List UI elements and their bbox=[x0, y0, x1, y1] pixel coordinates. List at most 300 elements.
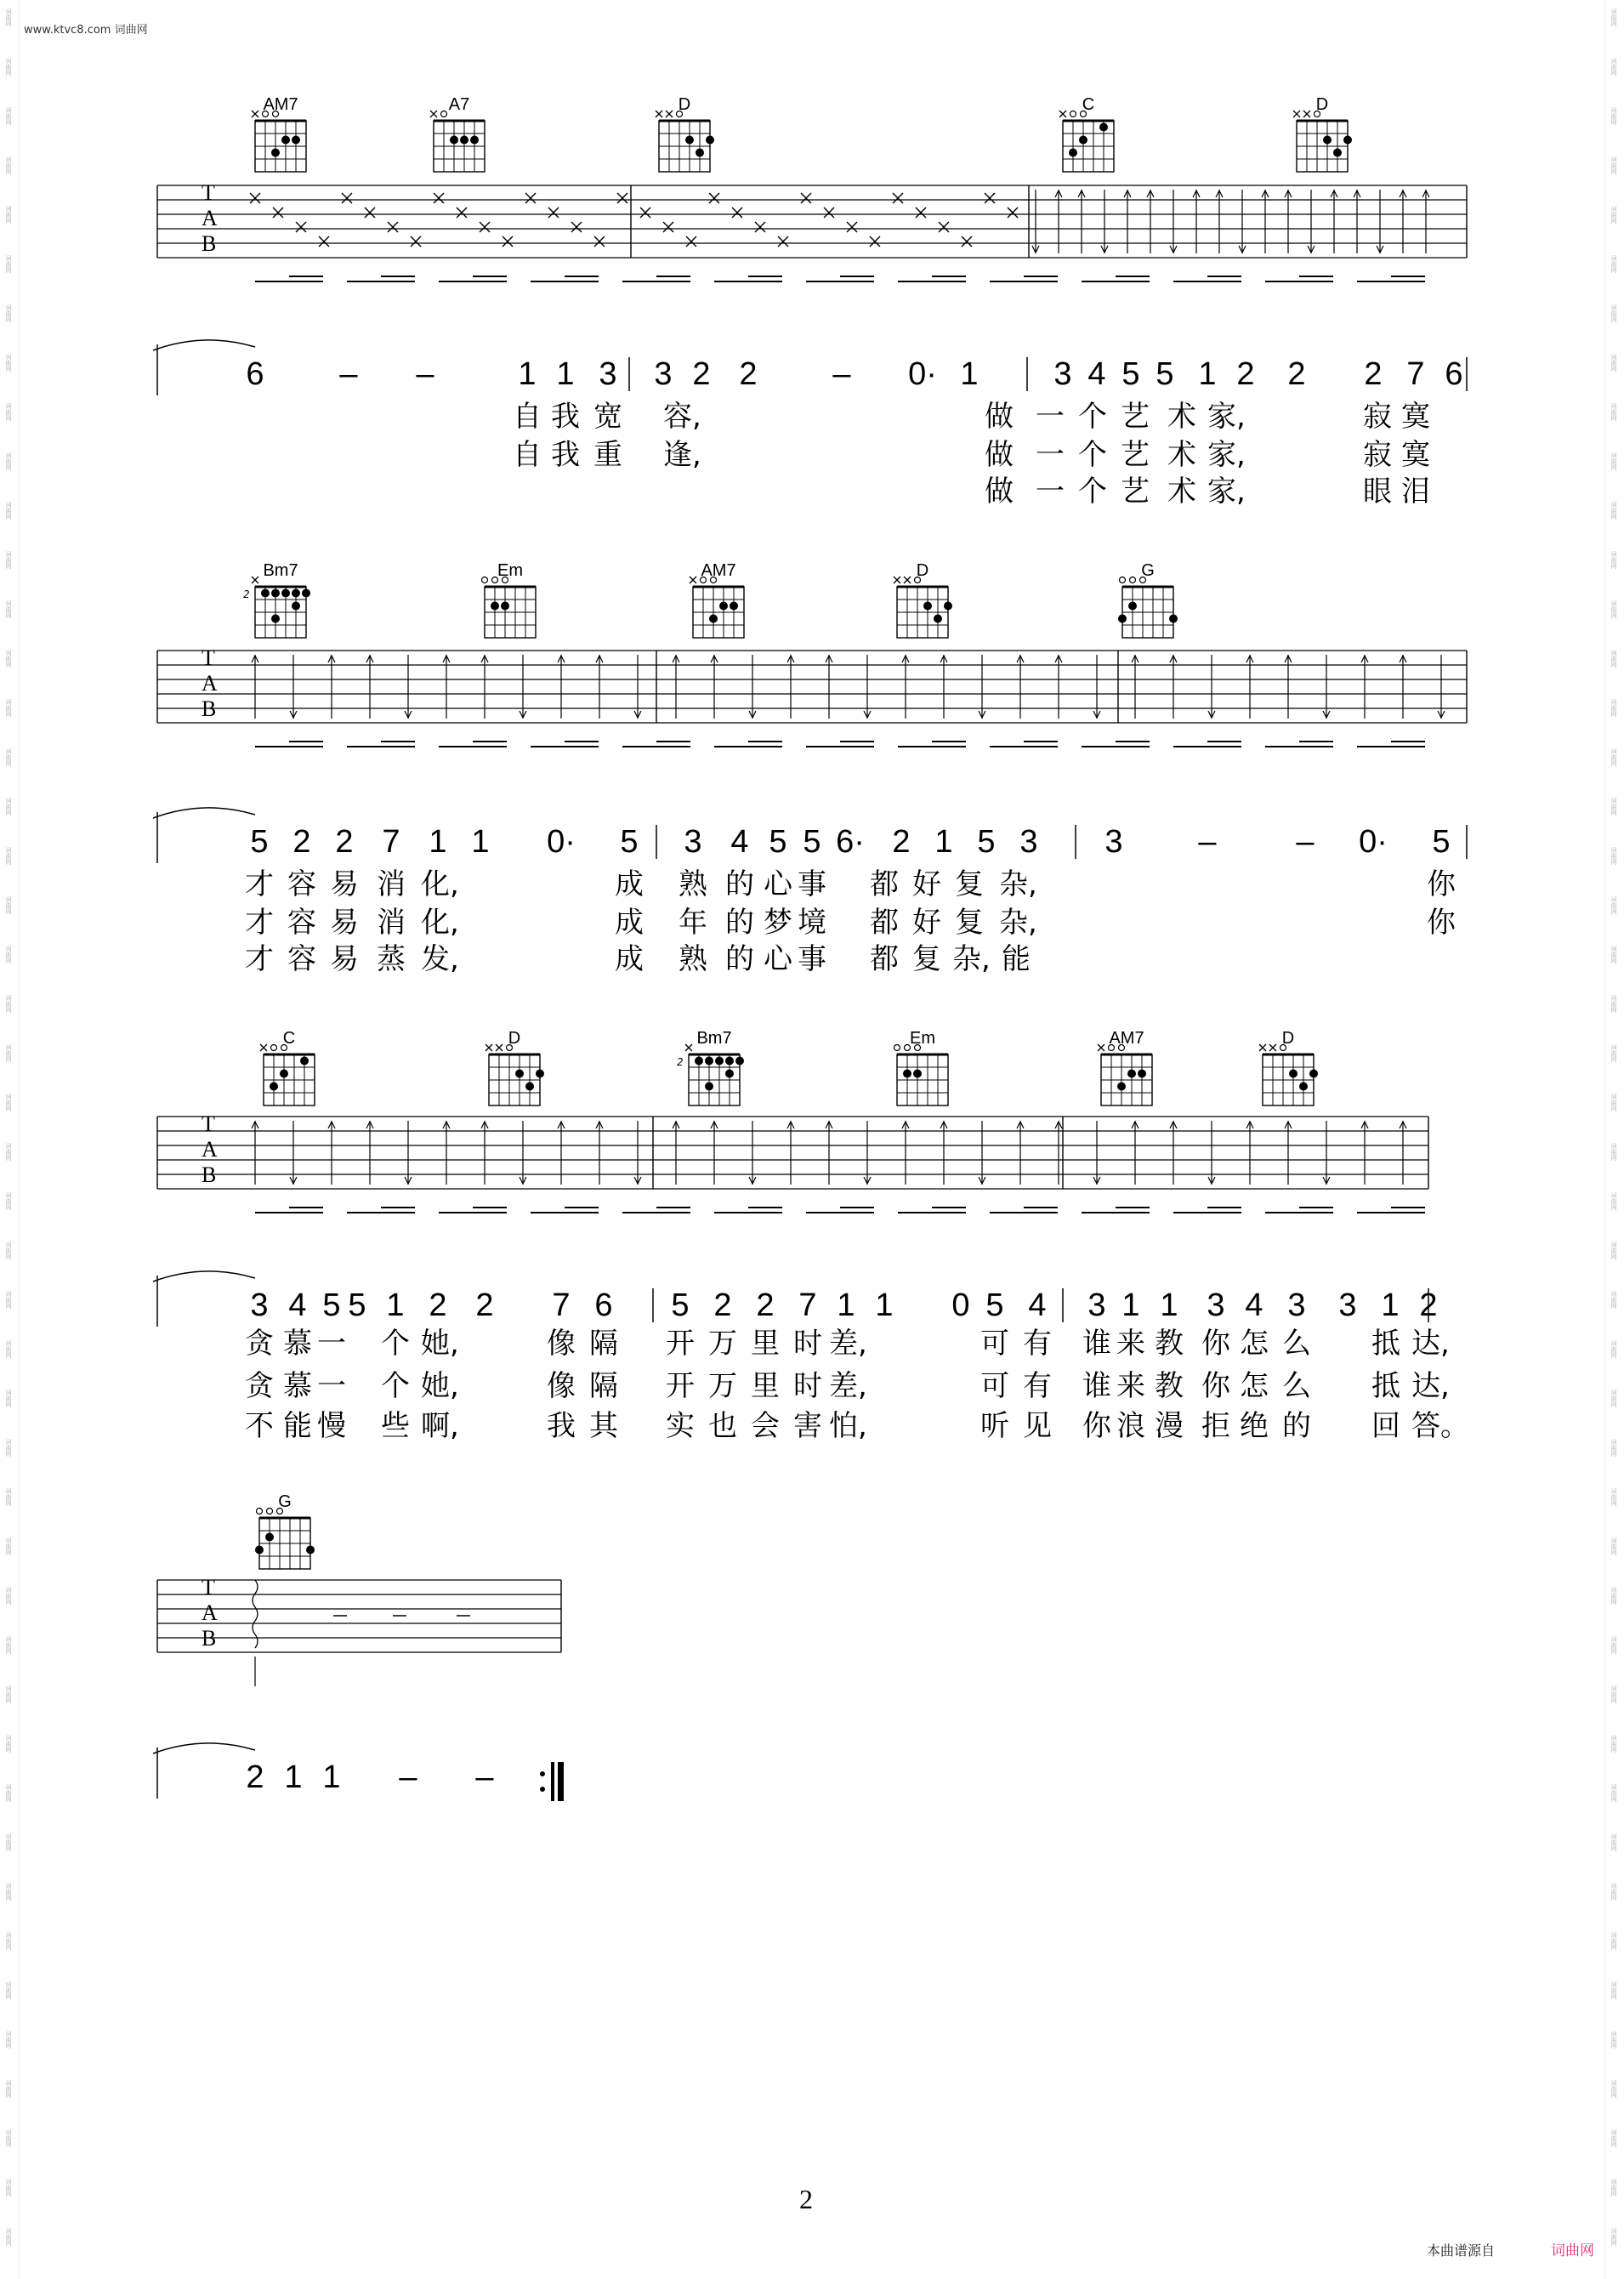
site-header: www.ktvc8.com 词曲网 bbox=[24, 24, 148, 37]
tab-clef-letter: A bbox=[202, 671, 218, 696]
chord-finger-dot bbox=[1128, 602, 1137, 611]
lyric-character: 梦 bbox=[764, 906, 792, 940]
lyric-character: 的 bbox=[725, 942, 754, 976]
side-watermark-text: 词曲网 bbox=[1610, 699, 1617, 717]
side-watermark-text: 词曲网 bbox=[5, 1192, 12, 1210]
jianpu-note: 1 bbox=[471, 824, 490, 860]
chord-finger-dot bbox=[280, 1070, 288, 1078]
jianpu-note: 1 bbox=[837, 1287, 855, 1323]
chord-name: Em bbox=[910, 1029, 935, 1048]
lyric-character: 拒 bbox=[1201, 1409, 1230, 1443]
chord-finger-dot bbox=[705, 1057, 713, 1066]
tab-clef-letter: A bbox=[202, 1137, 218, 1162]
chord-name: D bbox=[1281, 1029, 1295, 1048]
final-barline-thick bbox=[558, 1762, 564, 1801]
jianpu-note: 3 bbox=[1104, 824, 1123, 860]
jianpu-note: 1 bbox=[556, 356, 575, 392]
repeat-dot bbox=[540, 1787, 545, 1792]
jianpu-note: – bbox=[399, 1759, 417, 1795]
chord-name: Bm7 bbox=[696, 1029, 732, 1048]
side-watermark-text: 词曲网 bbox=[5, 1488, 12, 1506]
lyric-character: 家, bbox=[1207, 438, 1246, 472]
lyric-character: 心 bbox=[764, 942, 792, 976]
lyric-character: 差, bbox=[829, 1327, 867, 1361]
side-watermark-text: 词曲网 bbox=[1610, 847, 1617, 865]
lyric-character: 境 bbox=[798, 906, 826, 940]
side-watermark-text: 词曲网 bbox=[5, 946, 12, 963]
lyric-character: 达, bbox=[1411, 1327, 1450, 1361]
side-watermark-text: 词曲网 bbox=[5, 1735, 12, 1753]
side-watermark-text: 词曲网 bbox=[5, 995, 12, 1013]
lyric-character: 来 bbox=[1116, 1369, 1145, 1403]
jianpu-note: 1 bbox=[1198, 356, 1217, 392]
side-watermark-text: 词曲网 bbox=[1610, 896, 1617, 914]
lyric-character: 宽 bbox=[593, 400, 622, 434]
chord-finger-dot bbox=[450, 136, 458, 145]
jianpu-note: 1 bbox=[934, 824, 953, 860]
lyric-character: 泪 bbox=[1401, 475, 1430, 509]
lyric-character: 漫 bbox=[1155, 1409, 1184, 1443]
side-watermark-text: 词曲网 bbox=[5, 600, 12, 618]
side-watermark-text: 词曲网 bbox=[1610, 58, 1617, 76]
side-watermark-text: 词曲网 bbox=[1610, 1044, 1617, 1062]
chord-finger-dot bbox=[1099, 123, 1108, 132]
side-watermark-text: 词曲网 bbox=[1610, 2031, 1617, 2049]
jianpu-note: 2 bbox=[1236, 356, 1255, 392]
side-watermark-text: 词曲网 bbox=[1610, 1488, 1617, 1506]
jianpu-note: 2 bbox=[1287, 356, 1306, 392]
side-watermark-text: 词曲网 bbox=[5, 9, 12, 26]
jianpu-note: 1 bbox=[1121, 1287, 1140, 1323]
chord-finger-dot bbox=[536, 1070, 544, 1078]
side-watermark-text: 词曲网 bbox=[5, 502, 12, 520]
lyric-character: 像 bbox=[547, 1369, 576, 1403]
footer-brand: 词曲网 bbox=[1551, 2242, 1594, 2259]
lyric-character: 化, bbox=[421, 906, 459, 940]
lyric-character: 浪 bbox=[1116, 1409, 1145, 1443]
lyric-character: 万 bbox=[708, 1327, 737, 1361]
jianpu-note: 2 bbox=[1419, 1287, 1438, 1323]
lyric-character: 个 bbox=[381, 1327, 410, 1361]
lyric-character: 慕 bbox=[283, 1369, 312, 1403]
side-watermark-text: 词曲网 bbox=[1610, 304, 1617, 322]
jianpu-note: 5 bbox=[977, 824, 996, 860]
side-watermark-text: 词曲网 bbox=[5, 1784, 12, 1802]
chord-name: D bbox=[1315, 95, 1329, 114]
jianpu-note: 3 bbox=[1207, 1287, 1225, 1323]
jianpu-note: 4 bbox=[1245, 1287, 1263, 1323]
side-watermark-text: 词曲网 bbox=[1610, 748, 1617, 766]
jianpu-note: 5 bbox=[620, 824, 639, 860]
side-watermark-text: 词曲网 bbox=[1610, 502, 1617, 520]
side-watermark-text: 词曲网 bbox=[1610, 1439, 1617, 1457]
chord-finger-dot bbox=[715, 1057, 724, 1066]
jianpu-note: 6 bbox=[594, 1287, 613, 1323]
lyric-character: 消 bbox=[377, 906, 406, 940]
jianpu-note: 0· bbox=[908, 356, 937, 392]
lyric-character: 寞 bbox=[1401, 438, 1430, 472]
side-watermark-text: 词曲网 bbox=[1610, 1143, 1617, 1161]
lyric-character: 也 bbox=[708, 1409, 737, 1443]
chord-finger-dot bbox=[685, 136, 694, 145]
chord-name: AM7 bbox=[1109, 1029, 1144, 1048]
jianpu-note: – bbox=[416, 356, 434, 392]
chord-finger-dot bbox=[270, 1083, 278, 1091]
side-watermark-text: 词曲网 bbox=[5, 452, 12, 470]
jianpu-note: 5 bbox=[671, 1287, 690, 1323]
chord-name: Em bbox=[497, 561, 523, 580]
side-watermark-text: 词曲网 bbox=[1610, 2228, 1617, 2246]
lyric-character: 易 bbox=[330, 867, 359, 901]
lyric-character: 事 bbox=[798, 942, 826, 976]
lyric-character: 熟 bbox=[679, 867, 707, 901]
chord-finger-dot bbox=[1127, 1070, 1136, 1078]
lyric-character: 时 bbox=[793, 1369, 822, 1403]
jianpu-note: 3 bbox=[599, 356, 617, 392]
jianpu-note: 0· bbox=[1359, 824, 1388, 860]
lyric-character: 可 bbox=[980, 1327, 1009, 1361]
lyric-character: 万 bbox=[708, 1369, 737, 1403]
lyric-character: 像 bbox=[547, 1327, 576, 1361]
chord-finger-dot bbox=[292, 136, 300, 145]
side-watermark-text: 词曲网 bbox=[1610, 1192, 1617, 1210]
jianpu-note: 3 bbox=[1287, 1287, 1306, 1323]
chord-name: AM7 bbox=[263, 95, 298, 114]
lyric-character: 艺 bbox=[1121, 438, 1150, 472]
tie-curve bbox=[153, 1271, 255, 1282]
jianpu-note: 3 bbox=[654, 356, 673, 392]
lyric-character: 慢 bbox=[317, 1409, 346, 1443]
lyric-character: 心 bbox=[764, 867, 792, 901]
jianpu-note: – bbox=[1198, 824, 1217, 860]
side-watermark-text: 词曲网 bbox=[1610, 1685, 1617, 1703]
side-watermark-text: 词曲网 bbox=[1610, 1883, 1617, 1901]
side-watermark-text: 词曲网 bbox=[5, 1981, 12, 1999]
chord-finger-dot bbox=[735, 1057, 744, 1066]
side-watermark-text: 词曲网 bbox=[1610, 1537, 1617, 1555]
chord-name: Bm7 bbox=[263, 561, 298, 580]
chord-name: G bbox=[1141, 561, 1155, 580]
lyric-character: 成 bbox=[615, 867, 644, 901]
chord-finger-dot bbox=[719, 602, 728, 611]
jianpu-note: 3 bbox=[1338, 1287, 1357, 1323]
chord-finger-dot bbox=[271, 615, 280, 623]
lyric-character: 好 bbox=[912, 906, 941, 940]
side-watermark-text: 词曲网 bbox=[5, 1685, 12, 1703]
jianpu-note: 2 bbox=[475, 1287, 494, 1323]
side-watermark-text: 词曲网 bbox=[1610, 1340, 1617, 1358]
side-watermark-text: 词曲网 bbox=[1610, 156, 1617, 174]
lyric-character: 寞 bbox=[1401, 400, 1430, 434]
tab-clef-letter: T bbox=[202, 180, 215, 205]
side-watermark-text: 词曲网 bbox=[1610, 452, 1617, 470]
chord-finger-dot bbox=[1309, 1070, 1318, 1078]
lyric-character: 的 bbox=[1282, 1409, 1311, 1443]
lyric-character: 你 bbox=[1082, 1409, 1111, 1443]
side-watermark-text: 词曲网 bbox=[5, 650, 12, 668]
tie-curve bbox=[153, 340, 255, 350]
side-watermark-text: 词曲网 bbox=[5, 1094, 12, 1111]
jianpu-note: 1 bbox=[386, 1287, 405, 1323]
chord-finger-dot bbox=[1138, 1070, 1146, 1078]
lyric-character: 好 bbox=[912, 867, 941, 901]
side-watermark-text: 词曲网 bbox=[1610, 1932, 1617, 1950]
repeat-dot bbox=[540, 1771, 545, 1776]
side-watermark-text: 词曲网 bbox=[1610, 650, 1617, 668]
footer-source-label: 本曲谱源自 bbox=[1427, 2242, 1496, 2259]
side-watermark-text: 词曲网 bbox=[5, 304, 12, 322]
jianpu-note: 2 bbox=[692, 356, 711, 392]
chord-finger-dot bbox=[944, 602, 952, 611]
chord-finger-dot bbox=[255, 1546, 264, 1554]
lyric-character: 怎 bbox=[1240, 1327, 1269, 1361]
lyric-character: 差, bbox=[829, 1369, 867, 1403]
jianpu-note: 5 bbox=[1432, 824, 1451, 860]
lyric-character: 一 bbox=[1036, 400, 1065, 434]
lyric-character: 么 bbox=[1282, 1369, 1311, 1403]
chord-finger-dot bbox=[696, 149, 704, 157]
side-watermark-text: 词曲网 bbox=[5, 1537, 12, 1555]
chord-finger-dot bbox=[725, 1070, 734, 1078]
side-watermark-text: 词曲网 bbox=[5, 551, 12, 569]
lyric-character: 发, bbox=[421, 942, 459, 976]
tab-clef-letter: T bbox=[202, 1111, 215, 1136]
lyric-character: 一 bbox=[1036, 475, 1065, 509]
chord-finger-dot bbox=[1118, 615, 1127, 623]
lyric-character: 容 bbox=[287, 906, 316, 940]
chord-name: A7 bbox=[448, 95, 470, 114]
side-watermark-text: 词曲网 bbox=[5, 2179, 12, 2197]
chord-name: D bbox=[508, 1029, 521, 1048]
lyric-character: 会 bbox=[751, 1409, 780, 1443]
side-watermark-text: 词曲网 bbox=[5, 354, 12, 372]
side-watermark-text: 词曲网 bbox=[5, 1044, 12, 1062]
chord-name: D bbox=[678, 95, 691, 114]
side-watermark-text: 词曲网 bbox=[5, 1439, 12, 1457]
lyric-character: 能 bbox=[1002, 942, 1031, 976]
jianpu-note: 5 bbox=[322, 1287, 341, 1323]
jianpu-note: 2 bbox=[429, 1287, 447, 1323]
jianpu-note: 0· bbox=[547, 824, 576, 860]
lyric-character: 里 bbox=[751, 1369, 780, 1403]
lyric-character: 你 bbox=[1427, 867, 1456, 901]
lyric-character: 个 bbox=[1078, 475, 1107, 509]
jianpu-note: 6· bbox=[836, 824, 865, 860]
tab-clef-letter: B bbox=[202, 1626, 217, 1651]
side-watermark-text: 词曲网 bbox=[1610, 354, 1617, 372]
side-watermark-text: 词曲网 bbox=[5, 2031, 12, 2049]
side-watermark-text: 词曲网 bbox=[5, 1932, 12, 1950]
lyric-character: 里 bbox=[751, 1327, 780, 1361]
lyric-character: 有 bbox=[1023, 1327, 1052, 1361]
jianpu-note: 2 bbox=[292, 824, 311, 860]
side-watermark-text: 词曲网 bbox=[1610, 403, 1617, 421]
side-watermark-text: 词曲网 bbox=[5, 58, 12, 76]
jianpu-note: 2 bbox=[756, 1287, 775, 1323]
side-watermark-text: 词曲网 bbox=[5, 206, 12, 224]
side-watermark-text: 词曲网 bbox=[1610, 1587, 1617, 1605]
lyric-character: 慕 bbox=[283, 1327, 312, 1361]
jianpu-note: 4 bbox=[730, 824, 749, 860]
final-barline-thin bbox=[551, 1762, 554, 1801]
chord-finger-dot bbox=[1343, 136, 1352, 145]
lyric-character: 自 bbox=[513, 400, 542, 434]
side-watermark-text: 词曲网 bbox=[5, 896, 12, 914]
lyric-character: 艺 bbox=[1121, 475, 1150, 509]
jianpu-note: 7 bbox=[1406, 356, 1425, 392]
side-watermark-text: 词曲网 bbox=[5, 1291, 12, 1309]
jianpu-note: 4 bbox=[288, 1287, 307, 1323]
lyric-character: 怎 bbox=[1240, 1369, 1269, 1403]
lyric-character: 你 bbox=[1427, 906, 1456, 940]
jianpu-note: 5 bbox=[985, 1287, 1004, 1323]
lyric-character: 啊, bbox=[421, 1409, 459, 1443]
lyric-character: 才 bbox=[245, 942, 274, 976]
chord-finger-dot bbox=[705, 1083, 713, 1091]
side-watermark-text: 词曲网 bbox=[1610, 600, 1617, 618]
chord-finger-dot bbox=[1079, 136, 1087, 145]
side-watermark-text: 词曲网 bbox=[1610, 995, 1617, 1013]
chord-finger-dot bbox=[300, 1057, 309, 1066]
lyric-character: 来 bbox=[1116, 1327, 1145, 1361]
side-watermark-text: 词曲网 bbox=[1610, 2129, 1617, 2147]
lyric-character: 容 bbox=[287, 942, 316, 976]
side-watermark-text: 词曲网 bbox=[1610, 1291, 1617, 1309]
side-watermark-text: 词曲网 bbox=[5, 847, 12, 865]
lyric-character: 消 bbox=[377, 867, 406, 901]
lyric-character: 绝 bbox=[1240, 1409, 1269, 1443]
chord-finger-dot bbox=[302, 589, 310, 598]
tab-clef-letter: B bbox=[202, 1162, 217, 1187]
lyric-character: 寂 bbox=[1363, 438, 1392, 472]
lyric-character: 能 bbox=[283, 1409, 312, 1443]
jianpu-note: 2 bbox=[1364, 356, 1383, 392]
lyric-character: 术 bbox=[1167, 400, 1196, 434]
lyric-character: 家, bbox=[1207, 475, 1246, 509]
chord-name: G bbox=[278, 1492, 292, 1511]
side-watermark-text: 词曲网 bbox=[1610, 2080, 1617, 2098]
side-watermark-text: 词曲网 bbox=[5, 1340, 12, 1358]
jianpu-note: 1 bbox=[1381, 1287, 1400, 1323]
jianpu-note: 2 bbox=[335, 824, 354, 860]
chord-finger-dot bbox=[501, 602, 509, 611]
lyric-character: 杂, bbox=[999, 906, 1037, 940]
side-watermark-text: 词曲网 bbox=[1610, 1833, 1617, 1851]
jianpu-note: 4 bbox=[1087, 356, 1106, 392]
lyric-character: 复 bbox=[955, 906, 984, 940]
jianpu-note: 7 bbox=[798, 1287, 817, 1323]
lyric-character: 做 bbox=[985, 400, 1014, 434]
side-watermark-text: 词曲网 bbox=[1610, 255, 1617, 273]
lyric-character: 杂, bbox=[999, 867, 1037, 901]
side-watermark-text: 词曲网 bbox=[1610, 107, 1617, 125]
side-watermark-text: 词曲网 bbox=[5, 107, 12, 125]
side-watermark-text: 词曲网 bbox=[5, 255, 12, 273]
lyric-character: 一 bbox=[317, 1369, 346, 1403]
lyric-character: 贪 bbox=[245, 1369, 274, 1403]
jianpu-note: 3 bbox=[1087, 1287, 1106, 1323]
lyric-character: 的 bbox=[725, 906, 754, 940]
lyric-character: 谁 bbox=[1082, 1327, 1111, 1361]
chord-finger-dot bbox=[470, 136, 479, 145]
lyric-character: 自 bbox=[513, 438, 542, 472]
lyric-character: 教 bbox=[1155, 1327, 1184, 1361]
side-watermark-text: 词曲网 bbox=[1610, 551, 1617, 569]
jianpu-note: – bbox=[475, 1759, 494, 1795]
lyric-character: 个 bbox=[1078, 438, 1107, 472]
lyric-character: 艺 bbox=[1121, 400, 1150, 434]
jianpu-note: – bbox=[832, 356, 851, 392]
lyric-character: 复 bbox=[955, 867, 984, 901]
chord-name: D bbox=[916, 561, 929, 580]
jianpu-note: 3 bbox=[1019, 824, 1038, 860]
tie-curve bbox=[153, 1743, 255, 1753]
jianpu-note: 1 bbox=[518, 356, 537, 392]
lyric-character: 听 bbox=[980, 1409, 1009, 1443]
jianpu-note: 5 bbox=[769, 824, 787, 860]
side-watermark-text: 词曲网 bbox=[5, 2228, 12, 2246]
side-watermark-text: 词曲网 bbox=[1610, 1981, 1617, 1999]
chord-finger-dot bbox=[913, 1070, 922, 1078]
chord-finger-dot bbox=[1069, 149, 1077, 157]
jianpu-note: 5 bbox=[1121, 356, 1140, 392]
lyric-character: 做 bbox=[985, 475, 1014, 509]
lyric-character: 杂, bbox=[952, 942, 991, 976]
chord-finger-dot bbox=[1117, 1083, 1126, 1091]
lyric-character: 开 bbox=[666, 1327, 695, 1361]
lyric-character: 成 bbox=[615, 942, 644, 976]
lyric-character: 隔 bbox=[589, 1369, 618, 1403]
lyric-character: 不 bbox=[245, 1409, 274, 1443]
lyric-character: 易 bbox=[330, 906, 359, 940]
chord-finger-dot bbox=[706, 136, 714, 145]
tab-clef-letter: A bbox=[202, 206, 218, 230]
lyric-character: 时 bbox=[793, 1327, 822, 1361]
side-watermark-text: 词曲网 bbox=[5, 699, 12, 717]
lyric-character: 逢, bbox=[663, 438, 701, 472]
lyric-character: 事 bbox=[798, 867, 826, 901]
chord-finger-dot bbox=[271, 589, 280, 598]
side-watermark-text: 词曲网 bbox=[1610, 1735, 1617, 1753]
chord-fret-number: 2 bbox=[243, 588, 250, 600]
jianpu-note: 5 bbox=[348, 1287, 366, 1323]
lyric-character: 容, bbox=[663, 400, 701, 434]
lyric-character: 成 bbox=[615, 906, 644, 940]
jianpu-note: 2 bbox=[713, 1287, 732, 1323]
lyric-character: 都 bbox=[870, 906, 899, 940]
tie-curve bbox=[153, 808, 255, 818]
jianpu-note: 0 bbox=[951, 1287, 970, 1323]
jianpu-note: 6 bbox=[246, 356, 264, 392]
lyric-character: 做 bbox=[985, 438, 1014, 472]
lyric-character: 我 bbox=[551, 400, 580, 434]
jianpu-note: 7 bbox=[552, 1287, 571, 1323]
chord-finger-dot bbox=[709, 615, 718, 623]
jianpu-note: 3 bbox=[250, 1287, 269, 1323]
lyric-character: 害 bbox=[793, 1409, 822, 1443]
jianpu-note: 2 bbox=[739, 356, 758, 392]
lyric-character: 她, bbox=[421, 1327, 459, 1361]
chord-finger-dot bbox=[903, 1070, 911, 1078]
lyric-character: 术 bbox=[1167, 438, 1196, 472]
tab-clef-letter: B bbox=[202, 231, 217, 256]
side-watermark-text: 词曲网 bbox=[1610, 1094, 1617, 1111]
lyric-character: 容 bbox=[287, 867, 316, 901]
side-watermark-text: 词曲网 bbox=[5, 1390, 12, 1407]
lyric-character: 贪 bbox=[245, 1327, 274, 1361]
chord-finger-dot bbox=[730, 602, 738, 611]
chord-finger-dot bbox=[525, 1083, 534, 1091]
